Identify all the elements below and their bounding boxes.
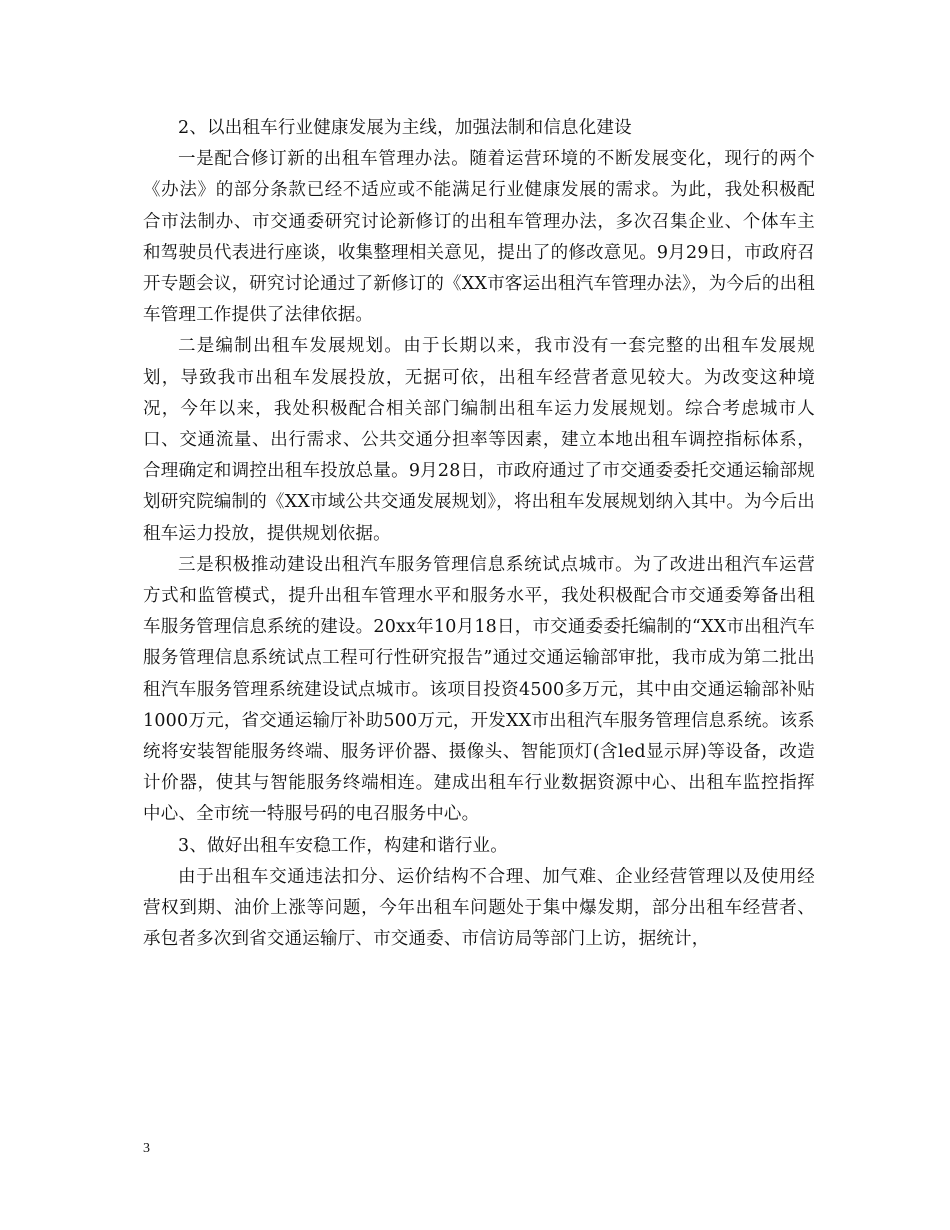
section-heading-2: 2、以出租车行业健康发展为主线，加强法制和信息化建设: [178, 118, 632, 138]
paragraph-stability-issues: 由于出租车交通违法扣分、运价结构不合理、加气难、企业经营管理以及使用经营权到期、油价上涨等问题，今年出租车问题处于集中爆发期，部分出租车经营者、承包者多次到省交通运输厅、市交通委、市信访局等部门上访，据统计，: [143, 866, 815, 950]
paragraph-info-system-pilot: 三是积极推动建设出租汽车服务管理信息系统试点城市。为了改进出租汽车运营方式和监管模式，提升出租车管理水平和服务水平，我处积极配合市交通委筹备出租车服务管理信息系统的建设。20xx年10月18日，市交通委委托编制的“XX市出租汽车服务管理信息系统试点工程可行性研究报告”通过交通运输部审批，我市成为第二批出租汽车服务管理系统建设试点城市。该项目投资4500多万元，其中由交通运输部补贴1000万元，省交通运输厅补助500万元，开发XX市出租汽车服务管理信息系统。该系统将安装智能服务终端、服务评价器、摄像头、智能顶灯(含led显示屏)等设备，改造计价器，使其与智能服务终端相连。建成出租车行业数据资源中心、出租车监控指挥中心、全市统一特服号码的电召服务中心。: [143, 554, 815, 825]
section-heading-3: 3、做好出租车安稳工作，构建和谐行业。: [178, 835, 508, 856]
page-number: 3: [143, 1141, 150, 1156]
paragraph-revise-regulations: 一是配合修订新的出租车管理办法。随着运营环境的不断发展变化，现行的两个《办法》的部分条款已经不适应或不能满足行业健康发展的需求。为此，我处积极配合市法制办、市交通委研究讨论新修订的出租车管理办法，多次召集企业、个体车主和驾驶员代表进行座谈，收集整理相关意见，提出了的修改意见。9月29日，市政府召开专题会议，研究讨论通过了新修订的《XX市客运出租汽车管理办法》，为今后的出租车管理工作提供了法律依据。: [143, 149, 815, 326]
document-body: [143, 113, 815, 955]
paragraph-development-plan: 二是编制出租车发展规划。由于长期以来，我市没有一套完整的出租车发展规划，导致我市出租车发展投放，无据可依，出租车经营者意见较大。为改变这种境况，今年以来，我处积极配合相关部门编制出租车运力发展规划。综合考虑城市人口、交通流量、出行需求、公共交通分担率等因素，建立本地出租车调控指标体系，合理确定和调控出租车投放总量。9月28日，市政府通过了市交通委委托交通运输部规划研究院编制的《XX市域公共交通发展规划》，将出租车发展规划纳入其中。为今后出租车运力投放，提供规划依据。: [143, 336, 815, 544]
